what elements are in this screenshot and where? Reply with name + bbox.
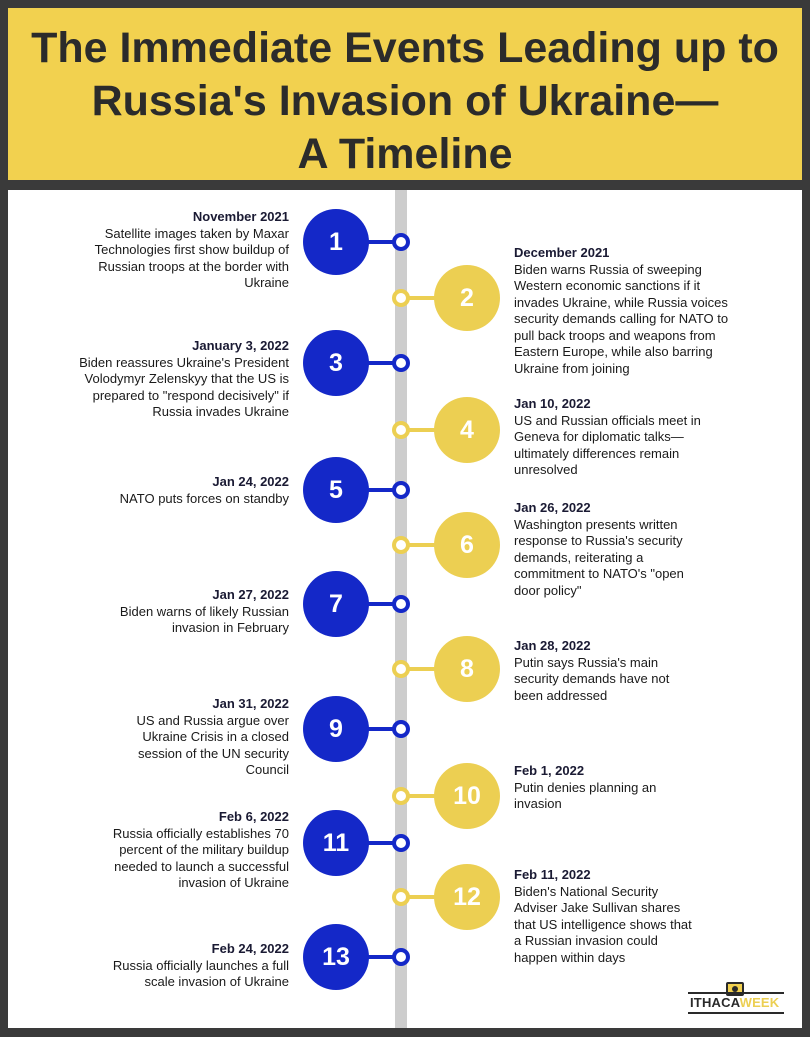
logo-rule-bottom — [688, 1012, 784, 1014]
event-date: Jan 10, 2022 — [514, 396, 591, 411]
event-description-line: Russian troops at the border with — [98, 258, 289, 274]
timeline-marker-dot — [392, 720, 410, 738]
event-date: Jan 24, 2022 — [212, 474, 289, 489]
event-description-line: Technologies first show buildup of — [94, 242, 289, 257]
event-number-circle — [303, 330, 369, 396]
event-description-line: Biden warns of likely Russian — [119, 603, 289, 619]
event-description-line: invasion of Ukraine — [178, 875, 289, 890]
logo-wordmark — [690, 995, 779, 1010]
event-number-circle — [434, 763, 500, 829]
event-date: Jan 27, 2022 — [212, 587, 289, 602]
event-number: 12 — [453, 882, 481, 911]
event-description-line: Biden reassures Ukraine's President — [79, 354, 289, 370]
event-description-line: Ukraine from joining — [514, 360, 630, 376]
event-number-circle — [303, 209, 369, 275]
event-description-line: invades Ukraine, while Russia voices — [514, 294, 728, 310]
event-description-line: Volodymyr Zelenskyy that the US is — [84, 371, 289, 386]
event-text — [514, 245, 764, 377]
event-text — [514, 500, 764, 599]
event-description-line: happen within days — [514, 949, 626, 965]
timeline-marker-dot — [392, 595, 410, 613]
title-line-1: The Immediate Events Leading up to — [31, 24, 779, 72]
event-number: 4 — [460, 415, 474, 444]
event-description-line: Council — [245, 762, 289, 777]
timeline-marker-dot — [392, 354, 410, 372]
event-text — [59, 209, 289, 292]
event-description-line: NATO puts forces on standby — [119, 490, 289, 506]
event-number: 10 — [453, 781, 481, 810]
event-date: Feb 11, 2022 — [514, 867, 591, 882]
event-description-line: Russia officially establishes 70 — [112, 825, 289, 841]
event-description-line: Satellite images taken by Maxar — [104, 225, 289, 241]
event-description-line: session of the UN security — [137, 745, 289, 761]
event-description-line: door policy" — [514, 582, 582, 598]
event-date: Feb 1, 2022 — [514, 763, 585, 778]
ithaca-week-logo — [688, 982, 784, 1016]
event-number-circle — [303, 696, 369, 762]
event-number-circle — [303, 457, 369, 523]
event-description-line: Eastern Europe, while also barring — [514, 344, 713, 359]
timeline-marker-dot — [392, 233, 410, 251]
event-number-circle — [434, 512, 500, 578]
event-number: 3 — [329, 348, 343, 377]
event-description-line: invasion in February — [171, 620, 289, 635]
event-text — [59, 587, 289, 637]
event-description-line: unresolved — [514, 462, 578, 477]
event-date: Feb 6, 2022 — [218, 809, 289, 824]
logo-word-ithaca: ITHACA — [690, 995, 740, 1010]
event-description-line: needed to launch a successful — [114, 858, 289, 874]
event-description-line: commitment to NATO's "open — [514, 566, 684, 581]
logo-rule-top — [688, 992, 784, 994]
event-number-circle — [434, 864, 500, 930]
timeline-marker-dot — [392, 834, 410, 852]
event-text — [514, 638, 764, 704]
event-description-line: Washington presents written — [514, 516, 678, 532]
event-number: 5 — [329, 475, 343, 504]
timeline-marker-dot — [392, 481, 410, 499]
event-description-line: Adviser Jake Sullivan shares — [514, 900, 681, 915]
page-title — [8, 22, 802, 181]
event-description-line: security demands calling for NATO to — [514, 311, 729, 326]
event-description-line: a Russian invasion could — [514, 933, 658, 948]
event-description-line: percent of the military buildup — [119, 842, 289, 857]
event-date: January 3, 2022 — [192, 338, 289, 353]
event-number-circle — [434, 636, 500, 702]
event-date: November 2021 — [192, 209, 289, 224]
event-description-line: invasion — [514, 796, 562, 811]
timeline-marker-dot — [392, 948, 410, 966]
event-description-line: security demands have not — [514, 671, 670, 686]
timeline-marker-dot — [392, 888, 410, 906]
event-number-circle — [434, 265, 500, 331]
event-description-line: Putin says Russia's main — [514, 654, 659, 670]
event-description-line: Biden's National Security — [514, 883, 659, 899]
event-text — [514, 763, 764, 813]
event-number: 13 — [322, 942, 350, 971]
event-number: 2 — [460, 283, 474, 312]
title-line-3: A Timeline — [297, 130, 513, 178]
event-description-line: been addressed — [514, 687, 608, 703]
event-description-line: pull back troops and weapons from — [514, 327, 716, 343]
event-description-line: Western economic sanctions if it — [514, 278, 701, 293]
event-text — [59, 809, 289, 892]
event-text — [59, 696, 289, 779]
title-banner — [8, 8, 802, 180]
event-description-line: Ukraine — [244, 275, 289, 290]
event-date: Jan 26, 2022 — [514, 500, 591, 515]
event-text — [514, 396, 764, 479]
event-description-line: ultimately differences remain — [514, 445, 680, 461]
event-number-circle — [303, 810, 369, 876]
event-description-line: response to Russia's security — [514, 533, 683, 548]
event-description-line: US and Russian officials meet in — [514, 412, 701, 428]
event-description-line: Geneva for diplomatic talks— — [514, 429, 684, 444]
event-description-line: US and Russia argue over — [136, 712, 289, 728]
event-description-line: Biden warns Russia of sweeping — [514, 261, 702, 277]
event-date: December 2021 — [514, 245, 610, 260]
event-number: 6 — [460, 530, 474, 559]
event-description-line: Russia invades Ukraine — [152, 404, 289, 419]
event-number: 1 — [329, 227, 343, 256]
event-description-line: demands, reiterating a — [514, 549, 644, 565]
event-date: Feb 24, 2022 — [211, 941, 289, 956]
event-number: 8 — [460, 654, 474, 683]
event-number-circle — [303, 571, 369, 637]
event-description-line: Putin denies planning an — [514, 779, 657, 795]
event-text — [59, 474, 289, 507]
timeline-marker-dot — [392, 421, 410, 439]
event-description-line: scale invasion of Ukraine — [144, 974, 289, 989]
event-text — [514, 867, 764, 966]
timeline-marker-dot — [392, 787, 410, 805]
logo-word-week: WEEK — [739, 995, 780, 1010]
timeline-marker-dot — [392, 660, 410, 678]
event-number-circle — [434, 397, 500, 463]
event-date: Jan 31, 2022 — [212, 696, 289, 711]
event-number: 7 — [329, 589, 343, 618]
timeline-marker-dot — [392, 289, 410, 307]
event-description-line: Ukraine Crisis in a closed — [142, 729, 289, 744]
title-line-2: Russia's Invasion of Ukraine— — [91, 77, 719, 125]
event-number-circle — [303, 924, 369, 990]
event-description-line: prepared to "respond decisively" if — [92, 387, 289, 403]
event-number: 11 — [322, 828, 350, 857]
event-description-line: that US intelligence shows that — [514, 916, 692, 932]
event-text — [59, 941, 289, 991]
event-date: Jan 28, 2022 — [514, 638, 591, 653]
timeline-marker-dot — [392, 536, 410, 554]
event-description-line: Russia officially launches a full — [112, 957, 289, 973]
event-text — [59, 338, 289, 421]
event-number: 9 — [329, 714, 343, 743]
